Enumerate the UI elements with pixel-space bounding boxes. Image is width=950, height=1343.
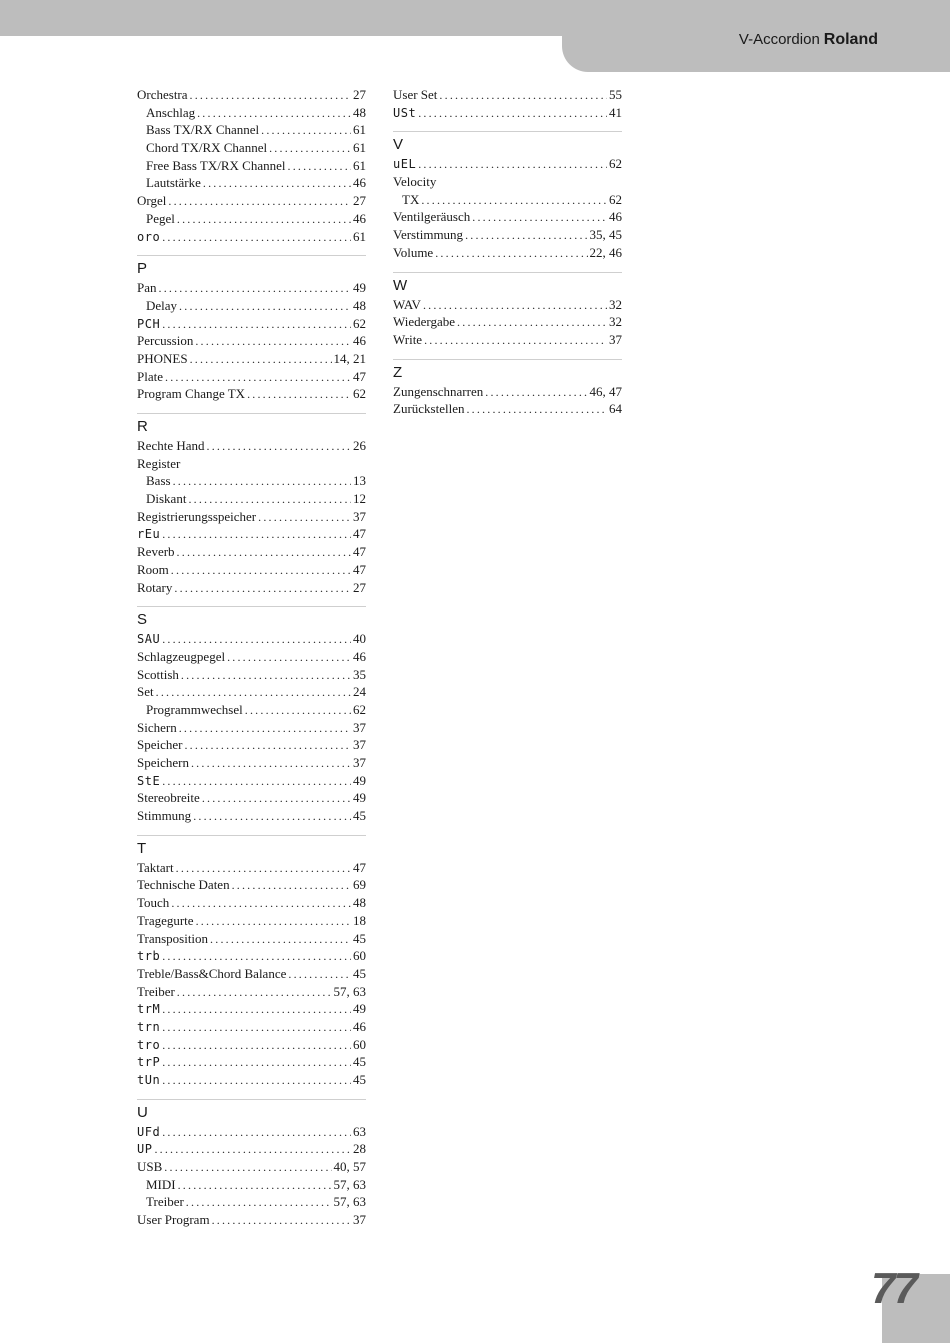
index-page-ref: 62 (353, 386, 366, 402)
index-page-ref: 69 (353, 877, 366, 893)
index-entry (137, 210, 366, 228)
leader-dots (202, 790, 351, 808)
index-entry (137, 121, 366, 139)
index-page-ref: 32 (609, 314, 622, 330)
index-entry (137, 1000, 366, 1018)
leader-dots (162, 1124, 351, 1142)
index-term: Write (393, 331, 423, 347)
section-heading: W (393, 272, 622, 296)
index-entry (137, 983, 366, 1001)
leader-dots (162, 1001, 351, 1019)
index-term: MIDI (146, 1176, 176, 1192)
index-entry (137, 297, 366, 315)
index-entry (137, 86, 366, 104)
index-entry (137, 930, 366, 948)
leader-dots (424, 332, 607, 350)
index-term: PHONES (137, 350, 188, 366)
index-page-ref: 61 (353, 157, 366, 173)
index-page-ref: 27 (353, 579, 366, 595)
index-page-ref: 32 (609, 296, 622, 312)
index-page-ref: 64 (609, 401, 622, 417)
index-entry (137, 965, 366, 983)
index-entry (137, 279, 366, 297)
index-entry (137, 139, 366, 157)
leader-dots (188, 491, 351, 509)
index-entry (137, 332, 366, 350)
index-term: Delay (146, 297, 178, 313)
leader-dots (466, 401, 607, 419)
index-entry (137, 648, 366, 666)
index-entry (137, 719, 366, 737)
leader-dots (179, 720, 351, 738)
index-term: Free Bass TX/RX Channel (146, 157, 286, 173)
index-term: UFd (137, 1124, 161, 1139)
index-term: Treiber (146, 1194, 184, 1210)
index-column-left (137, 86, 366, 1229)
index-page-ref: 27 (353, 193, 366, 209)
index-page-ref: 45 (353, 930, 366, 946)
index-page-ref: 46 (353, 333, 366, 349)
leader-dots (418, 156, 607, 174)
index-page-ref: 18 (353, 912, 366, 928)
index-term: Volume (393, 244, 434, 260)
index-term: Scottish (137, 666, 179, 682)
index-page-ref: 26 (353, 438, 366, 453)
index-entry (393, 191, 622, 209)
leader-dots (168, 193, 351, 211)
index-term: Treble/Bass&Chord Balance (137, 965, 287, 981)
index-page-ref: 47 (353, 859, 366, 875)
index-term: uEL (393, 157, 417, 172)
index-entry (393, 173, 622, 191)
page-number: 77 (871, 1264, 916, 1313)
index-term: Bass TX/RX Channel (146, 122, 260, 138)
leader-dots (159, 280, 352, 298)
index-term: Program Change TX (137, 386, 246, 402)
index-page-ref: 14, 21 (333, 350, 366, 366)
leader-dots (162, 631, 351, 649)
leader-dots (162, 1072, 351, 1090)
index-term: User Set (393, 87, 438, 102)
index-term: Orgel (137, 193, 167, 209)
index-page-ref: 61 (353, 140, 366, 156)
index-entry (137, 228, 366, 246)
index-term: Chord TX/RX Channel (146, 140, 268, 156)
index-entry (137, 437, 366, 455)
index-term: User Program (137, 1212, 210, 1228)
index-term: Tragegurte (137, 912, 194, 928)
leader-dots (288, 966, 351, 984)
leader-dots (162, 1054, 351, 1072)
index-page-ref: 46, 47 (589, 383, 622, 399)
index-page-ref: 12 (353, 491, 366, 507)
index-page-ref: 49 (353, 1001, 366, 1017)
index-term: Speicher (137, 737, 183, 753)
leader-dots (162, 526, 351, 544)
index-entry (137, 104, 366, 122)
leader-dots (162, 229, 351, 247)
index-page-ref: 57, 63 (333, 983, 366, 999)
leader-dots (288, 158, 352, 176)
index-term: Registrierungsspeicher (137, 508, 257, 524)
section-heading: T (137, 835, 366, 859)
index-term: PCH (137, 316, 161, 331)
leader-dots (421, 192, 607, 210)
index-page-ref: 60 (353, 1036, 366, 1052)
leader-dots (162, 316, 351, 334)
leader-dots (193, 808, 351, 826)
index-term: StE (137, 773, 161, 788)
index-entry (393, 155, 622, 173)
index-term: Stereobreite (137, 790, 200, 806)
index-entry (137, 807, 366, 825)
index-page-ref: 37 (353, 1212, 366, 1228)
index-term: Diskant (146, 491, 187, 507)
header-title (739, 31, 878, 49)
index-term: Zurückstellen (393, 401, 465, 417)
index-page-ref: 45 (353, 1072, 366, 1087)
leader-dots (171, 562, 351, 580)
leader-dots (162, 1037, 351, 1055)
index-page-ref: 48 (353, 895, 366, 911)
index-term: Sichern (137, 719, 177, 735)
index-entry (137, 385, 366, 403)
index-term: SAU (137, 632, 161, 647)
section-heading: S (137, 606, 366, 630)
leader-dots (423, 297, 607, 315)
leader-dots (418, 105, 607, 123)
index-entry (137, 579, 366, 597)
index-page-ref: 46 (353, 175, 366, 191)
section-heading: U (137, 1099, 366, 1123)
section-heading: Z (393, 359, 622, 383)
leader-dots (174, 580, 351, 598)
index-term: Percussion (137, 333, 194, 349)
index-page-ref: 46 (353, 210, 366, 226)
leader-dots (435, 245, 587, 263)
index-entry (137, 157, 366, 175)
index-page-ref: 40 (353, 631, 366, 647)
leader-dots (457, 314, 607, 332)
index-entry (137, 490, 366, 508)
index-term: WAV (393, 296, 421, 312)
leader-dots (439, 87, 607, 105)
index-entry (137, 701, 366, 719)
index-term: Stimmung (137, 808, 192, 824)
index-term: Reverb (137, 544, 175, 560)
index-page-ref: 45 (353, 1054, 366, 1070)
index-term: Ventilgeräusch (393, 209, 471, 225)
leader-dots (245, 702, 351, 720)
index-entry (137, 1176, 366, 1194)
index-entry (137, 1053, 366, 1071)
index-page-ref: 46 (609, 209, 622, 225)
index-term: UP (137, 1142, 153, 1157)
index-page-ref: 49 (353, 790, 366, 806)
index-term: Technische Daten (137, 877, 230, 893)
index-term: Verstimmung (393, 227, 464, 243)
index-column-right (393, 86, 622, 418)
index-term: Programmwechsel (146, 701, 243, 717)
index-entry (137, 683, 366, 701)
leader-dots (258, 509, 351, 527)
index-page-ref: 49 (353, 280, 366, 296)
index-page-ref: 47 (353, 544, 366, 560)
index-page-ref: 62 (353, 701, 366, 717)
index-entry (137, 859, 366, 877)
product-name: V-Accordion (738, 31, 820, 48)
index-term: Pan (137, 280, 157, 296)
leader-dots (162, 1019, 351, 1037)
index-page-ref: 57, 63 (333, 1176, 366, 1192)
index-page-ref: 27 (353, 87, 366, 102)
index-entry (137, 543, 366, 561)
index-page-ref: 13 (353, 473, 366, 489)
index-page-ref: 37 (353, 508, 366, 524)
index-term: oro (137, 229, 161, 244)
index-entry (137, 736, 366, 754)
index-entry (393, 104, 622, 122)
index-page-ref: 35, 45 (589, 227, 622, 243)
index-entry (137, 876, 366, 894)
leader-dots (197, 105, 351, 123)
index-term: TX (402, 191, 420, 207)
leader-dots (196, 913, 351, 931)
brand-name: Roland (823, 31, 878, 48)
index-term: Room (137, 561, 169, 577)
index-entry (137, 192, 366, 210)
index-term: tro (137, 1037, 161, 1052)
index-entry (137, 1123, 366, 1141)
leader-dots (162, 948, 351, 966)
leader-dots (195, 333, 351, 351)
index-entry (137, 912, 366, 930)
index-page-ref: 46 (353, 648, 366, 664)
index-page-ref: 62 (609, 156, 622, 172)
index-term: trM (137, 1002, 161, 1017)
leader-dots (465, 227, 587, 245)
leader-dots (472, 209, 607, 227)
index-term: Wiedergabe (393, 314, 456, 330)
index-entry (393, 244, 622, 262)
index-entry (137, 1071, 366, 1089)
index-term: Zungenschnarren (393, 383, 484, 399)
index-page-ref: 35 (353, 666, 366, 682)
leader-dots (190, 351, 332, 369)
index-term: trP (137, 1055, 161, 1070)
index-page-ref: 28 (353, 1141, 366, 1157)
leader-dots (164, 1159, 331, 1177)
index-entry (137, 315, 366, 333)
index-page-ref: 55 (609, 87, 622, 102)
leader-dots (190, 87, 351, 105)
index-entry (137, 472, 366, 490)
index-entry (393, 296, 622, 314)
leader-dots (269, 140, 351, 158)
leader-dots (186, 1194, 332, 1212)
index-term: Anschlag (146, 104, 196, 120)
index-entry (393, 331, 622, 349)
index-entry (137, 1036, 366, 1054)
leader-dots (165, 369, 351, 387)
leader-dots (261, 122, 351, 140)
index-term: rEu (137, 527, 161, 542)
index-term: Rechte Hand (137, 438, 205, 453)
leader-dots (173, 473, 351, 491)
index-term: USB (137, 1159, 163, 1175)
leader-dots (247, 386, 351, 404)
index-page-ref: 61 (353, 228, 366, 244)
index-page-ref: 37 (353, 755, 366, 770)
index-page-ref: 41 (609, 104, 622, 120)
index-page-ref: 47 (353, 368, 366, 384)
index-page-ref: 24 (353, 684, 366, 700)
index-entry (393, 400, 622, 418)
index-entry (137, 1158, 366, 1176)
index-term: Set (137, 684, 154, 700)
index-page-ref: 37 (353, 737, 366, 753)
index-term: Orchestra (137, 87, 188, 102)
index-entry (393, 226, 622, 244)
index-entry (137, 947, 366, 965)
index-term: Pegel (146, 210, 175, 226)
index-entry (137, 789, 366, 807)
index-term: Lautstärke (146, 175, 201, 191)
leader-dots (184, 737, 351, 755)
index-entry (393, 208, 622, 226)
index-page-ref: 60 (353, 948, 366, 964)
leader-dots (179, 298, 351, 316)
index-entry (137, 1193, 366, 1211)
index-entry (137, 455, 366, 473)
index-term: Bass (146, 473, 171, 489)
index-page-ref: 45 (353, 965, 366, 981)
index-page-ref: 45 (353, 808, 366, 824)
index-page-ref: 37 (353, 719, 366, 735)
leader-dots (191, 755, 351, 773)
section-heading: R (137, 413, 366, 437)
leader-dots (203, 175, 351, 193)
leader-dots (177, 984, 332, 1002)
index-term: Register (137, 455, 181, 471)
leader-dots (181, 667, 351, 685)
index-page-ref: 47 (353, 561, 366, 577)
leader-dots (177, 211, 351, 229)
index-page-ref: 49 (353, 772, 366, 788)
index-term: Plate (137, 368, 163, 384)
index-term: Speichern (137, 755, 189, 770)
leader-dots (176, 860, 351, 878)
index-entry (137, 630, 366, 648)
leader-dots (154, 1141, 351, 1159)
index-entry (137, 1211, 366, 1229)
index-entry (137, 508, 366, 526)
index-entry (137, 894, 366, 912)
index-page-ref: 47 (353, 526, 366, 542)
index-term: Velocity (393, 174, 437, 190)
index-page-ref: 22, 46 (589, 244, 622, 260)
index-page-ref: 63 (353, 1123, 366, 1139)
index-entry (393, 383, 622, 401)
index-term: trb (137, 949, 161, 964)
index-entry (137, 561, 366, 579)
index-entry (393, 86, 622, 104)
index-page-ref: 46 (353, 1018, 366, 1034)
index-page-ref: 57, 63 (333, 1194, 366, 1210)
index-entry (137, 350, 366, 368)
index-page-ref: 48 (353, 297, 366, 313)
leader-dots (177, 544, 351, 562)
index-entry (137, 525, 366, 543)
index-term: Touch (137, 895, 170, 911)
leader-dots (207, 438, 351, 456)
index-entry (393, 313, 622, 331)
index-entry (137, 368, 366, 386)
index-term: Treiber (137, 983, 175, 999)
index-entry (137, 666, 366, 684)
leader-dots (227, 649, 351, 667)
section-heading: P (137, 255, 366, 279)
header-tab (562, 0, 950, 72)
index-term: Taktart (137, 859, 174, 875)
index-term: Schlagzeugpegel (137, 648, 226, 664)
leader-dots (156, 684, 351, 702)
index-term: Rotary (137, 579, 173, 595)
index-page-ref: 40, 57 (333, 1159, 366, 1175)
index-entry (137, 1140, 366, 1158)
leader-dots (162, 773, 351, 791)
index-page-ref: 62 (353, 315, 366, 331)
index-term: Transposition (137, 930, 209, 946)
index-entry (137, 1018, 366, 1036)
section-heading: V (393, 131, 622, 155)
index-page-ref: 62 (609, 191, 622, 207)
leader-dots (171, 895, 351, 913)
leader-dots (212, 1212, 351, 1230)
leader-dots (485, 384, 587, 402)
leader-dots (210, 931, 351, 949)
index-page-ref: 37 (609, 331, 622, 347)
index-entry (137, 772, 366, 790)
index-page-ref: 61 (353, 122, 366, 138)
leader-dots (178, 1177, 332, 1195)
index-entry (137, 754, 366, 772)
leader-dots (232, 877, 351, 895)
index-page-ref: 48 (353, 104, 366, 120)
index-term: USt (393, 105, 417, 120)
index-term: trn (137, 1019, 161, 1034)
index-entry (137, 174, 366, 192)
index-term: tUn (137, 1073, 161, 1087)
